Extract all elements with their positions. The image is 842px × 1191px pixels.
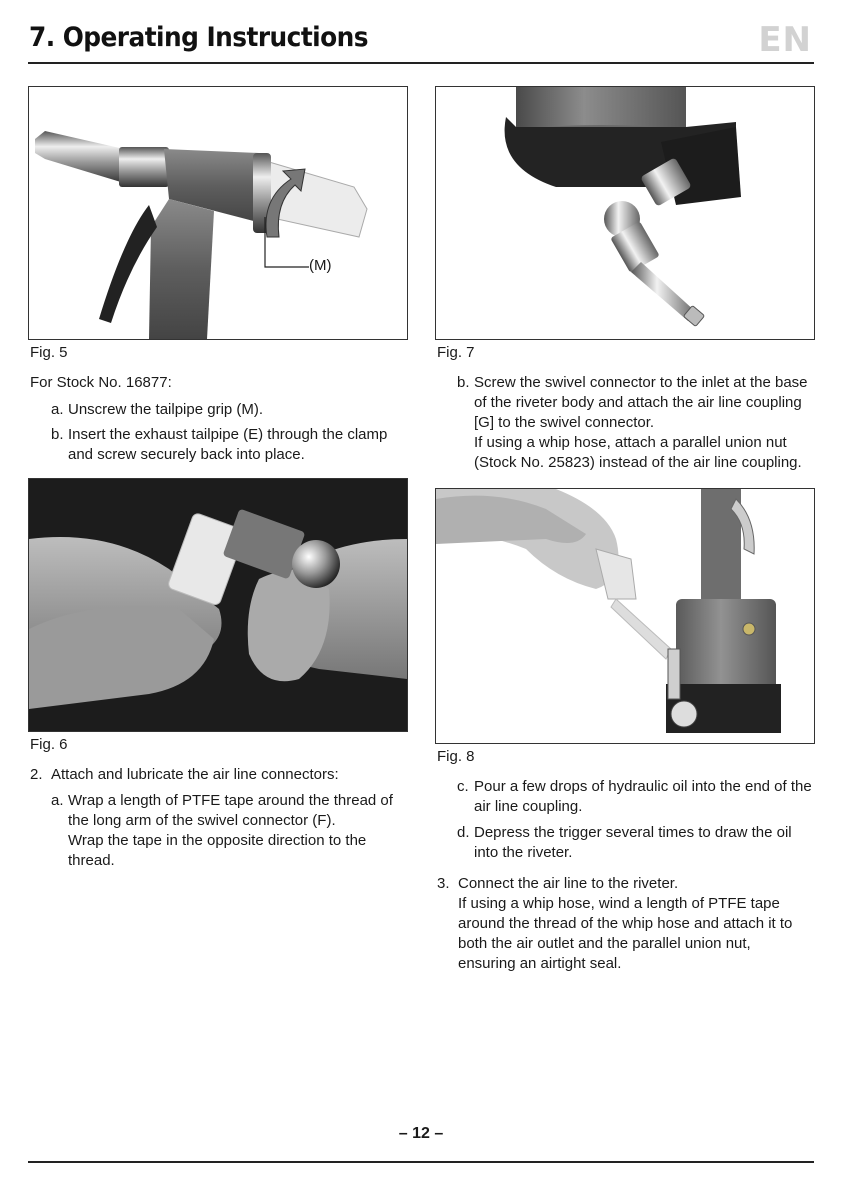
step-text: air line coupling. xyxy=(474,798,583,815)
step-marker: 2. xyxy=(30,766,43,783)
step-text: thread. xyxy=(68,852,115,869)
footer-rule xyxy=(28,1161,814,1163)
step-marker: a. xyxy=(51,401,64,418)
figure-5-label-m: (M) xyxy=(309,257,332,274)
step-text: Connect the air line to the riveter. xyxy=(458,875,679,892)
step-text: into the riveter. xyxy=(474,844,573,861)
step-text: ensuring an airtight seal. xyxy=(458,955,622,972)
figure-6-image xyxy=(28,478,408,732)
step-text: and screw securely back into place. xyxy=(68,446,305,463)
figure-5-caption: Fig. 5 xyxy=(30,344,68,361)
step-text: both the air outlet and the parallel union nut, xyxy=(458,935,751,952)
figure-8-caption: Fig. 8 xyxy=(437,748,475,765)
page-title: 7. Operating Instructions xyxy=(29,22,369,53)
step-text: Insert the exhaust tailpipe (E) through the clamp xyxy=(68,426,388,443)
step-marker: d. xyxy=(457,824,470,841)
step-text: [G] to the swivel connector. xyxy=(474,414,655,431)
step-text: (Stock No. 25823) instead of the air line coupling. xyxy=(474,454,802,471)
step-text: Unscrew the tailpipe grip (M). xyxy=(68,401,264,418)
step-text: Screw the swivel connector to the inlet at the base xyxy=(474,374,808,391)
step-text: If using a whip hose, attach a parallel union nut xyxy=(474,434,787,451)
step-text: Attach and lubricate the air line connectors: xyxy=(51,766,339,783)
step-text: the long arm of the swivel connector (F). xyxy=(68,812,336,829)
step-text: Pour a few drops of hydraulic oil into the end of the xyxy=(474,778,812,795)
step-marker: b. xyxy=(457,374,470,391)
step-marker: 3. xyxy=(437,875,450,892)
step-text: Wrap a length of PTFE tape around the thread of xyxy=(68,792,393,809)
step-marker: b. xyxy=(51,426,64,443)
figure-8-image xyxy=(435,488,815,744)
language-badge: EN xyxy=(758,20,812,60)
stock-intro: For Stock No. 16877: xyxy=(30,374,172,391)
figure-5-image xyxy=(28,86,408,340)
page-number: – 12 – xyxy=(398,1125,444,1142)
figure-7-image xyxy=(435,86,815,340)
figure-6-caption: Fig. 6 xyxy=(30,736,68,753)
step-text: Wrap the tape in the opposite direction to the xyxy=(68,832,367,849)
step-marker: a. xyxy=(51,792,64,809)
step-text: If using a whip hose, wind a length of PTFE tape xyxy=(458,895,780,912)
header-rule xyxy=(28,62,814,64)
step-text: of the riveter body and attach the air line coupling xyxy=(474,394,802,411)
step-text: around the thread of the whip hose and attach it to xyxy=(458,915,793,932)
step-marker: c. xyxy=(457,778,469,795)
step-text: Depress the trigger several times to draw the oil xyxy=(474,824,792,841)
figure-7-caption: Fig. 7 xyxy=(437,344,475,361)
